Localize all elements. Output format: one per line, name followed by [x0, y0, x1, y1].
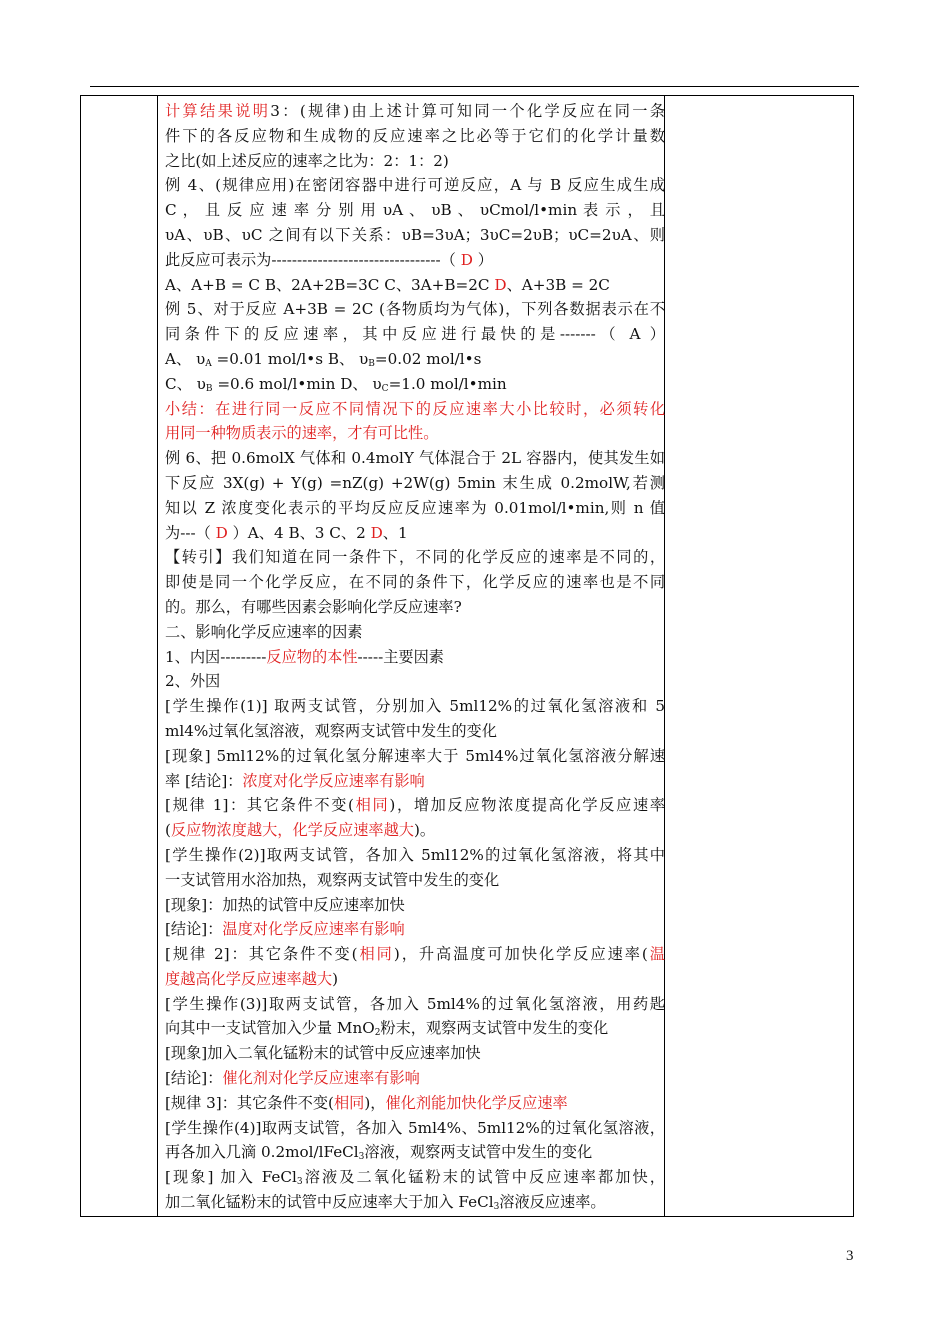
text-line	[165, 248, 665, 273]
page-number: 3	[846, 1248, 854, 1264]
column-divider-left	[157, 96, 158, 1216]
text-line	[165, 322, 665, 347]
text-line	[165, 397, 665, 422]
highlight-text: 相同	[353, 796, 390, 815]
body-text: 的。那么，有哪些因素会影响化学反应速率?	[165, 597, 462, 616]
text-line	[165, 99, 665, 124]
text-line	[165, 149, 665, 174]
text-line	[165, 198, 665, 223]
text-line	[165, 347, 665, 372]
highlight-text: 浓度对化学反应速率有影响	[242, 771, 425, 790]
text-line	[165, 223, 665, 248]
subscript: 2	[374, 1028, 381, 1039]
body-text: )，	[364, 1093, 386, 1112]
highlight-text: D	[460, 250, 473, 269]
body-text: [规律 3]：其它条件不变(	[165, 1093, 334, 1112]
text-line	[165, 570, 665, 595]
body-text: -----主要因素	[357, 647, 444, 666]
text-line	[165, 372, 665, 397]
subscript: A	[205, 358, 212, 369]
body-text: [学生操作(4)]取两支试管，各加入 5ml4%、5ml12%的过氧化氢溶液，	[165, 1118, 665, 1137]
body-text: [现象] 5ml12%的过氧化氢分解速率大于 5ml4%过氧化氢溶液分解速	[165, 746, 665, 765]
body-text: [规律 2]：其它条件不变(	[165, 945, 358, 964]
text-line	[165, 967, 665, 992]
body-text: 率 [结论]：	[165, 771, 243, 790]
text-line	[165, 1190, 665, 1215]
subscript: B	[368, 358, 375, 369]
text-line	[165, 942, 665, 967]
highlight-text: 用同一种物质表示的速率，才有可比性。	[165, 424, 439, 443]
body-text: 1、内因---------	[165, 647, 267, 666]
text-line	[165, 1066, 665, 1091]
body-text: )。	[413, 821, 436, 840]
text-line	[165, 645, 665, 670]
text-line	[165, 545, 665, 570]
highlight-text: D	[494, 275, 507, 294]
text-line	[165, 1165, 665, 1190]
text-line	[165, 868, 665, 893]
body-text: ）A、4 B、3 C、2	[227, 523, 371, 542]
text-line	[165, 620, 665, 645]
lesson-content	[165, 99, 665, 1215]
body-text: [结论]：	[165, 920, 223, 939]
body-text: =0.6 mol/l•min D、 υ	[212, 374, 382, 393]
text-line	[165, 769, 665, 794]
highlight-text: 相同	[357, 945, 394, 964]
body-text: )	[332, 969, 338, 988]
text-line	[165, 1116, 665, 1141]
body-text: [现象] 加入 FeCl	[165, 1168, 297, 1187]
body-text: 向其中一支试管加入少量 MnO	[165, 1019, 375, 1038]
body-text: [学生操作(1)] 取两支试管，分别加入 5ml12%的过氧化氢溶液和 5	[165, 697, 665, 716]
body-text: [现象]：加热的试管中反应速率加快	[165, 895, 405, 914]
subscript: 3	[493, 1202, 500, 1213]
body-text: 2、外因	[165, 672, 221, 691]
highlight-text: 温	[647, 945, 665, 964]
text-line	[165, 595, 665, 620]
body-text: 、A+3B = 2C	[506, 275, 610, 294]
body-text: =0.01 mol/l•s B、 υ	[211, 349, 369, 368]
body-text: [结论]：	[165, 1069, 223, 1088]
text-line	[165, 173, 665, 198]
highlight-text: 温度对化学反应速率有影响	[222, 920, 405, 939]
highlight-text: D	[215, 523, 228, 542]
text-line	[165, 297, 665, 322]
body-text: 加二氧化锰粉末的试管中反应速率大于加入 FeCl	[165, 1193, 494, 1212]
subscript: C	[381, 383, 389, 394]
body-text: C、 υ	[165, 374, 206, 393]
text-line	[165, 719, 665, 744]
body-text: (	[165, 821, 171, 840]
subscript: 3	[358, 1152, 365, 1163]
text-line	[165, 1016, 665, 1041]
body-text: 一支试管用水浴加热，观察两支试管中发生的变化	[165, 870, 500, 889]
body-text: 此反应可表示为---------------------------------（	[165, 250, 461, 269]
body-text: 之比(如上述反应的速率之比为：2：1：2)	[165, 151, 449, 170]
body-text: 、1	[382, 523, 408, 542]
body-text: 粉末，观察两支试管中发生的变化	[380, 1019, 609, 1038]
highlight-text: 反应物浓度越大，化学反应速率越大	[170, 821, 414, 840]
body-text: 再各加入几滴 0.2mol/lFeCl	[165, 1143, 359, 1162]
body-text: 二、影响化学反应速率的因素	[165, 622, 363, 641]
body-text: υA、υB、υC 之间有以下关系：υB=3υA；3υC=2υB；υC=2υA、则	[165, 225, 665, 244]
text-line	[165, 893, 665, 918]
subscript: B	[205, 383, 213, 394]
body-text: 同条件下的反应速率，其中反应进行最快的是-------（ A ）	[165, 325, 665, 344]
body-text: [学生操作(2)]取两支试管，各加入 5ml12%的过氧化氢溶液，将其中	[165, 845, 665, 864]
text-line	[165, 124, 665, 149]
body-text: [学生操作(3)]取两支试管，各加入 5ml4%的过氧化氢溶液，用药匙	[165, 994, 665, 1013]
text-line	[165, 843, 665, 868]
body-text: 例 5、对于反应 A+3B = 2C (各物质均为气体)，下列各数据表示在不	[165, 300, 665, 319]
highlight-text: 计算结果说明	[165, 102, 271, 120]
body-text: 知以 Z 浓度变化表示的平均反应反应速率为 0.01mol/l•min,则 n 值	[165, 498, 665, 517]
text-line	[165, 694, 665, 719]
text-line	[165, 793, 665, 818]
body-text: A、A+B = C B、2A+2B=3C C、3A+B=2C	[165, 275, 495, 294]
highlight-text: 小结：在进行同一反应不同情况下的反应速率大小比较时，必须转化	[165, 399, 665, 418]
text-line	[165, 273, 665, 298]
body-text: 例 6、把 0.6molX 气体和 0.4molY 气体混合于 2L 容器内，使其发生如	[165, 449, 665, 468]
body-text: 溶液及二氧化锰粉末的试管中反应速率都加快，	[302, 1168, 665, 1187]
text-line	[165, 521, 665, 546]
body-text: ml4%过氧化氢溶液，观察两支试管中发生的变化	[165, 721, 497, 740]
body-text: 例 4、(规律应用)在密闭容器中进行可逆反应，A 与 B 反应生成生成	[165, 176, 665, 195]
body-text: 溶液，观察两支试管中发生的变化	[364, 1143, 593, 1162]
body-text: A、 υ	[165, 349, 206, 368]
highlight-text: 相同	[333, 1093, 365, 1112]
text-line	[165, 917, 665, 942]
body-text: 【转引】我们知道在同一条件下，不同的化学反应的速率是不同的，	[165, 548, 665, 567]
highlight-text: 催化剂对化学反应速率有影响	[222, 1069, 420, 1088]
text-line	[165, 421, 665, 446]
highlight-text: 度越高化学反应速率越大	[165, 969, 333, 988]
highlight-text: 反应物的本性	[266, 647, 358, 666]
highlight-text: 催化剂能加快化学反应速率	[385, 1093, 568, 1112]
text-line	[165, 744, 665, 769]
text-line	[165, 669, 665, 694]
body-text: =0.02 mol/l•s	[374, 349, 482, 368]
text-line	[165, 1140, 665, 1165]
body-text: C ， 且 反 应 速 率 分 别 用 υA 、 υB 、 υCmol/l•min 表 示 ， 且	[165, 201, 665, 220]
body-text: 为---（	[165, 523, 216, 542]
lesson-table	[80, 95, 854, 1217]
body-text: [现象]加入二氧化锰粉末的试管中反应速率加快	[165, 1044, 481, 1063]
body-text: 下反应 3X(g) + Y(g) =nZ(g) +2W(g) 5min 末生成 0.2molW,若测	[165, 473, 665, 492]
body-text: 即使是同一个化学反应，在不同的条件下，化学反应的速率也是不同	[165, 573, 665, 592]
text-line	[165, 1091, 665, 1116]
subscript: 3	[296, 1177, 303, 1188]
body-text: 溶液反应速率。	[499, 1193, 606, 1212]
text-line	[165, 446, 665, 471]
text-line	[165, 992, 665, 1017]
body-text: [规律 1]：其它条件不变(	[165, 796, 354, 815]
body-text: 3：(规律)由上述计算可知同一个化学反应在同一条	[270, 102, 665, 120]
body-text: 件下的各反应物和生成物的反应速率之比必等于它们的化学计量数	[165, 126, 665, 145]
text-line	[165, 818, 665, 843]
body-text: ）	[472, 250, 493, 269]
text-line	[165, 471, 665, 496]
highlight-text: D	[370, 523, 383, 542]
body-text: )，升高温度可加快化学反应速率(	[393, 945, 648, 964]
body-text: )，增加反应物浓度提高化学反应速率	[389, 796, 665, 815]
header-rule	[90, 86, 859, 87]
body-text: =1.0 mol/l•min	[388, 374, 507, 393]
text-line	[165, 1041, 665, 1066]
text-line	[165, 496, 665, 521]
